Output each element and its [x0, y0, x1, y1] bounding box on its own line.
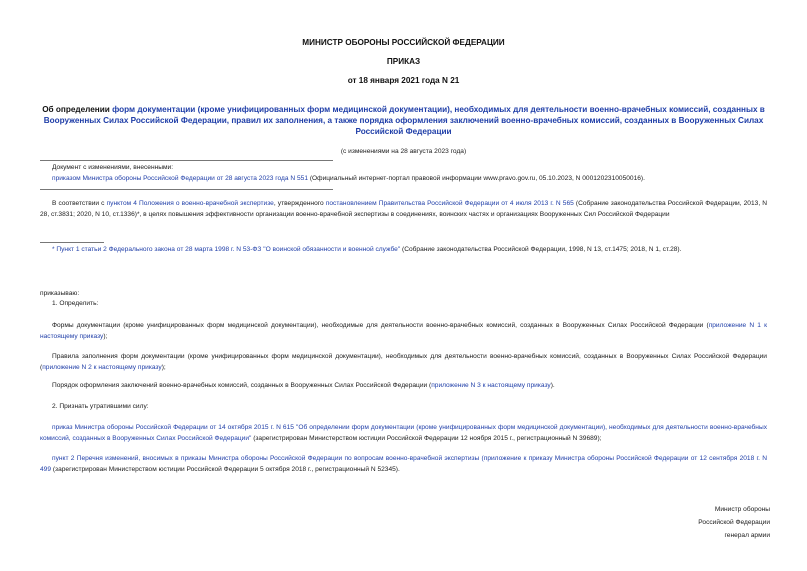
rules-text: Правила заполнения форм документации (кроме унифицированных форм медицинской документации), необходимых для деятельности военно-врачебных комиссий, созданных в Вооруженных Силах Российской Федерации ( — [40, 353, 767, 371]
edition-note: (с изменениями на 28 августа 2023 года) — [340, 148, 467, 155]
procedure-end: ). — [550, 382, 555, 389]
doc-type-heading: ПРИКАЗ — [386, 57, 421, 66]
signature-line-3: генерал армии — [724, 532, 770, 539]
invalid2-rest: (зарегистрирован Министерством юстиции Российской Федерации 5 октября 2018 г., регистрационный N 52345). — [51, 465, 400, 473]
signature-line-1: Министр обороны — [714, 506, 770, 513]
preamble-paragraph — [40, 199, 767, 220]
title-prefix: Об определении — [42, 105, 113, 114]
regulation-link[interactable]: пунктом 4 Положения о военно-врачебной экспертизе — [106, 200, 274, 207]
rules-paragraph — [40, 352, 767, 373]
org-heading: МИНИСТР ОБОРОНЫ РОССИЙСКОЙ ФЕДЕРАЦИИ — [302, 38, 505, 47]
government-decree-link[interactable]: постановлением Правительства Российской Федерации от 4 июля 2013 г. N 565 — [325, 200, 574, 207]
preamble-text: В соответствии с — [52, 200, 107, 207]
forms-end: ); — [103, 332, 108, 340]
footnote — [52, 246, 681, 253]
procedure-paragraph — [52, 382, 555, 389]
date-number-heading: от 18 января 2021 года N 21 — [347, 76, 460, 85]
amending-order-link[interactable]: приказом Министра обороны Российской Федерации от 28 августа 2023 года N 551 — [52, 175, 309, 182]
item-2: 2. Признать утратившими силу: — [52, 403, 149, 410]
order-word: приказываю: — [40, 290, 80, 297]
preamble-text: (Собрание законодательства Российской Федерации, 2013, N 28, ст.3831; 2020, N 10, ст.1336)*, в целях повышения эффективности организации военно-врачебной экспертизы в соединениях, воинских частях и организациях Вооруженных Сил Российской Федерации — [40, 200, 768, 218]
document-title — [40, 104, 767, 137]
appendix-3-link[interactable]: приложение N 3 к настоящему приказу — [431, 382, 551, 389]
changes-line — [52, 175, 645, 182]
forms-paragraph — [40, 321, 767, 342]
title-link[interactable]: форм документации (кроме унифицированных форм медицинской документации), необходимых для деятельности военно-врачебных комиссий, созданных в Вооруженных Силах Российской Федерации, правил их заполнения, а также порядка оформления заключений военно-врачебных комиссий, созданных в Вооруженных Силах Российской Федерации — [43, 105, 765, 136]
appendix-1-link[interactable]: приложение N 1 к настоящему приказу — [40, 322, 767, 340]
invalid1-rest: (зарегистрирован Министерством юстиции Российской Федерации 12 ноября 2015 г., регистрационный N 39689); — [251, 434, 602, 442]
signature-block — [698, 503, 770, 542]
changes-label: Документ с изменениями, внесенными: — [52, 164, 174, 171]
order-499-link[interactable]: пункт 2 Перечня изменений, вносимых в приказы Министра обороны Российской Федерации по вопросам военно-врачебной экспертизы (приложение к приказу Министра обороны Российской Федерации от 12 сентября 2018 г. N 499 — [40, 455, 767, 473]
rules-end: ); — [161, 363, 166, 371]
appendix-2-link[interactable]: приложение N 2 к настоящему приказу — [42, 363, 162, 371]
federal-law-link[interactable]: * Пункт 1 статьи 2 Федерального закона от 28 марта 1998 г. N 53-ФЗ "О воинской обязанности и военной службе" — [52, 246, 401, 253]
footnote-divider — [40, 242, 104, 243]
footnote-rest: (Собрание законодательства Российской Федерации, 1998, N 13, ст.1475; 2018, N 1, ст.28). — [400, 246, 682, 253]
invalidated-order-paragraph — [40, 423, 767, 444]
order-615-link[interactable]: приказ Министра обороны Российской Федерации от 14 октября 2015 г. N 615 "Об определении форм документации (кроме унифицированных форм медицинской документации), необходимых для деятельности военно-врачебных комиссий, созданных в Вооруженных Силах Российской Федерации" — [40, 424, 767, 442]
divider — [40, 160, 333, 161]
procedure-text: Порядок оформления заключений военно-врачебных комиссий, созданных в Вооруженных Силах Российской Федерации ( — [52, 382, 432, 389]
item-1: 1. Определить: — [52, 300, 99, 307]
invalidated-item-paragraph — [40, 454, 767, 475]
preamble-text: , утвержденного — [273, 200, 326, 207]
changes-rest: (Официальный интернет-портал правовой информации www.pravo.gov.ru, 05.10.2023, N 0001202310050016). — [308, 175, 645, 182]
divider — [40, 189, 333, 190]
forms-text: Формы документации (кроме унифицированных форм медицинской документации), необходимые для деятельности военно-врачебных комиссий, созданных в Вооруженных Силах Российской Федерации ( — [52, 322, 709, 329]
signature-line-2: Российской Федерации — [698, 519, 770, 526]
